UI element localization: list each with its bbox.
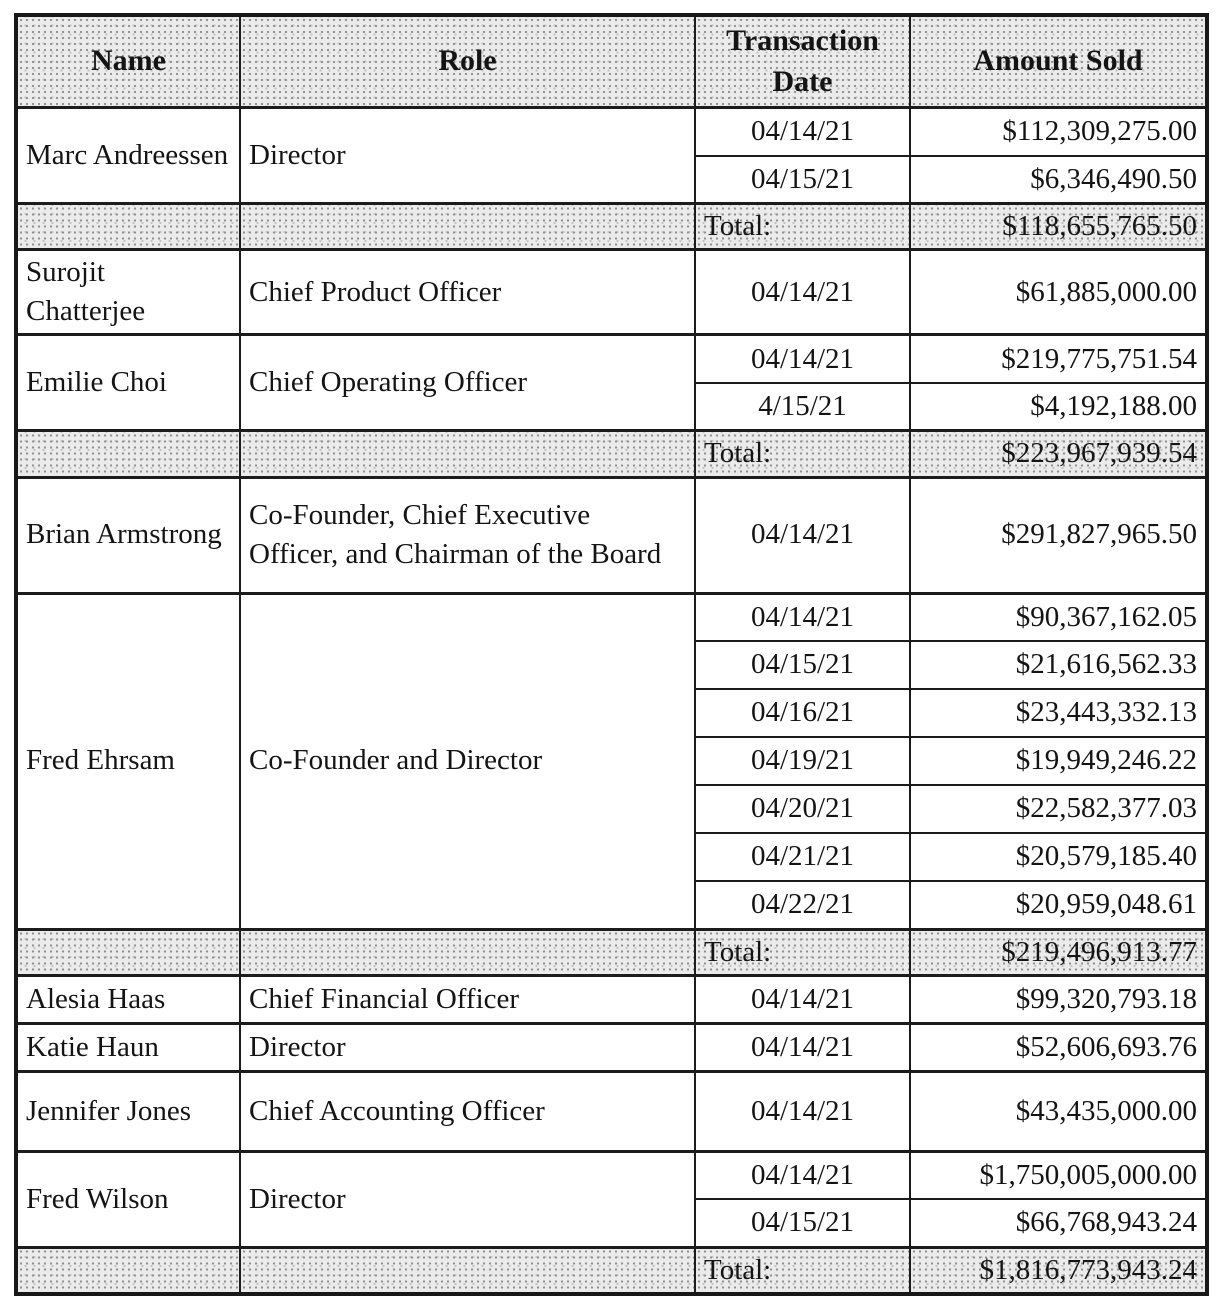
header-amount-sold: Amount Sold bbox=[910, 15, 1207, 108]
total-amount: $223,967,939.54 bbox=[910, 431, 1207, 477]
table-row bbox=[16, 1023, 1207, 1071]
total-spacer-role bbox=[240, 431, 695, 477]
amount-cell: $219,775,751.54 bbox=[910, 335, 1207, 383]
amount-cell: $66,768,943.24 bbox=[910, 1199, 1207, 1247]
name-cell: Marc Andreessen bbox=[16, 108, 240, 204]
amount-cell: $43,435,000.00 bbox=[910, 1071, 1207, 1151]
insider-sales-table bbox=[14, 13, 1209, 1296]
amount-cell: $112,309,275.00 bbox=[910, 108, 1207, 156]
total-spacer-name bbox=[16, 1247, 240, 1294]
total-label: Total: bbox=[695, 1247, 910, 1294]
role-cell: Co-Founder and Director bbox=[240, 593, 695, 929]
date-cell: 04/14/21 bbox=[695, 335, 910, 383]
total-label: Total: bbox=[695, 204, 910, 250]
table-row bbox=[16, 1071, 1207, 1151]
role-cell: Chief Operating Officer bbox=[240, 335, 695, 431]
total-spacer-name bbox=[16, 431, 240, 477]
amount-cell: $19,949,246.22 bbox=[910, 737, 1207, 785]
amount-cell: $20,579,185.40 bbox=[910, 833, 1207, 881]
total-label: Total: bbox=[695, 929, 910, 975]
total-amount: $1,816,773,943.24 bbox=[910, 1247, 1207, 1294]
amount-cell: $23,443,332.13 bbox=[910, 689, 1207, 737]
total-row bbox=[16, 431, 1207, 477]
amount-cell: $6,346,490.50 bbox=[910, 156, 1207, 204]
total-row bbox=[16, 204, 1207, 250]
amount-cell: $52,606,693.76 bbox=[910, 1023, 1207, 1071]
total-spacer-name bbox=[16, 204, 240, 250]
total-row bbox=[16, 929, 1207, 975]
date-cell: 04/14/21 bbox=[695, 477, 910, 593]
role-cell: Director bbox=[240, 1151, 695, 1247]
header-transaction-date: Transaction Date bbox=[695, 15, 910, 108]
amount-cell: $20,959,048.61 bbox=[910, 881, 1207, 929]
date-cell: 04/22/21 bbox=[695, 881, 910, 929]
role-cell: Director bbox=[240, 1023, 695, 1071]
header-role: Role bbox=[240, 15, 695, 108]
amount-cell: $21,616,562.33 bbox=[910, 641, 1207, 689]
date-cell: 04/15/21 bbox=[695, 1199, 910, 1247]
amount-cell: $61,885,000.00 bbox=[910, 250, 1207, 335]
name-cell: Katie Haun bbox=[16, 1023, 240, 1071]
role-cell: Chief Financial Officer bbox=[240, 975, 695, 1023]
role-cell: Chief Product Officer bbox=[240, 250, 695, 335]
date-cell: 04/14/21 bbox=[695, 975, 910, 1023]
amount-cell: $291,827,965.50 bbox=[910, 477, 1207, 593]
date-cell: 04/15/21 bbox=[695, 156, 910, 204]
role-cell: Co-Founder, Chief Executive Officer, and Chairman of the Board bbox=[240, 477, 695, 593]
date-cell: 04/14/21 bbox=[695, 1071, 910, 1151]
amount-cell: $90,367,162.05 bbox=[910, 593, 1207, 641]
date-cell: 04/16/21 bbox=[695, 689, 910, 737]
name-cell: Fred Wilson bbox=[16, 1151, 240, 1247]
header-name: Name bbox=[16, 15, 240, 108]
name-cell: Surojit Chatterjee bbox=[16, 250, 240, 335]
name-cell: Alesia Haas bbox=[16, 975, 240, 1023]
table-row bbox=[16, 593, 1207, 641]
date-cell: 04/14/21 bbox=[695, 1151, 910, 1199]
role-cell: Director bbox=[240, 108, 695, 204]
date-cell: 04/14/21 bbox=[695, 250, 910, 335]
total-spacer-name bbox=[16, 929, 240, 975]
name-cell: Emilie Choi bbox=[16, 335, 240, 431]
amount-cell: $4,192,188.00 bbox=[910, 383, 1207, 431]
date-cell: 04/21/21 bbox=[695, 833, 910, 881]
role-cell: Chief Accounting Officer bbox=[240, 1071, 695, 1151]
amount-cell: $22,582,377.03 bbox=[910, 785, 1207, 833]
name-cell: Fred Ehrsam bbox=[16, 593, 240, 929]
table-row bbox=[16, 975, 1207, 1023]
date-cell: 04/19/21 bbox=[695, 737, 910, 785]
table-row bbox=[16, 1151, 1207, 1199]
total-amount: $118,655,765.50 bbox=[910, 204, 1207, 250]
table-row bbox=[16, 108, 1207, 156]
date-cell: 04/20/21 bbox=[695, 785, 910, 833]
amount-cell: $1,750,005,000.00 bbox=[910, 1151, 1207, 1199]
total-spacer-role bbox=[240, 929, 695, 975]
date-cell: 04/14/21 bbox=[695, 1023, 910, 1071]
date-cell: 4/15/21 bbox=[695, 383, 910, 431]
table-row bbox=[16, 335, 1207, 383]
table-row bbox=[16, 477, 1207, 593]
total-amount: $219,496,913.77 bbox=[910, 929, 1207, 975]
name-cell: Jennifer Jones bbox=[16, 1071, 240, 1151]
amount-cell: $99,320,793.18 bbox=[910, 975, 1207, 1023]
date-cell: 04/14/21 bbox=[695, 593, 910, 641]
name-cell: Brian Armstrong bbox=[16, 477, 240, 593]
date-cell: 04/14/21 bbox=[695, 108, 910, 156]
table-row bbox=[16, 250, 1207, 335]
total-row bbox=[16, 1247, 1207, 1294]
header-row bbox=[16, 15, 1207, 108]
total-label: Total: bbox=[695, 431, 910, 477]
total-spacer-role bbox=[240, 1247, 695, 1294]
total-spacer-role bbox=[240, 204, 695, 250]
date-cell: 04/15/21 bbox=[695, 641, 910, 689]
